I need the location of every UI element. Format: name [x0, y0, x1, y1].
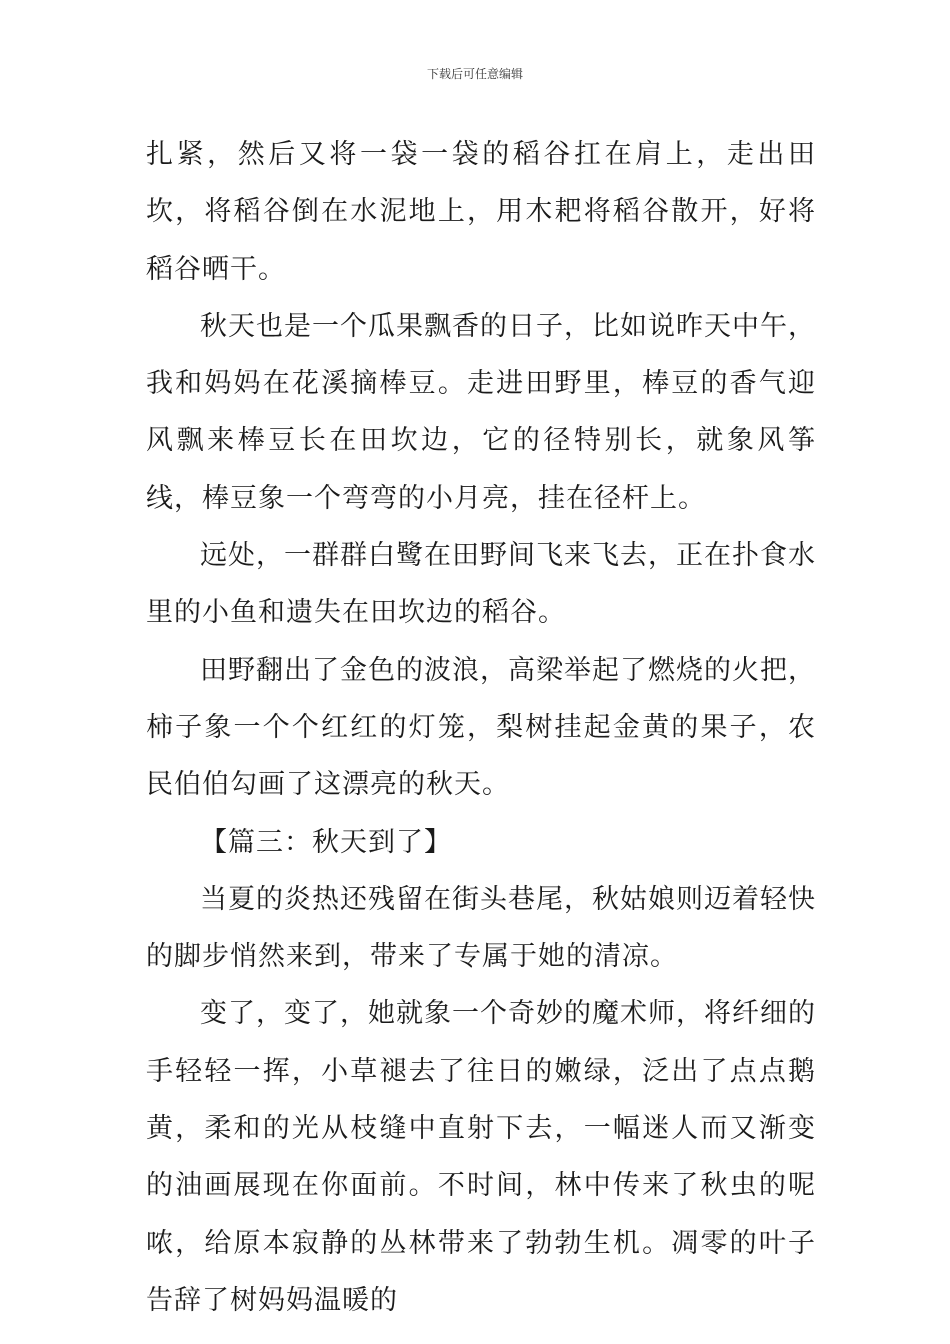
document-body	[146, 126, 816, 1329]
paragraph-3: 远处，一群群白鹭在田野间飞来飞去，正在扑食水里的小鱼和遗失在田坎边的稻谷。	[146, 540, 816, 629]
paragraph-2: 秋天也是一个瓜果飘香的日子，比如说昨天中午，我和妈妈在花溪摘棒豆。走进田野里，棒豆的香气迎风飘来棒豆长在田坎边，它的径特别长，就象风筝线，棒豆象一个弯弯的小月亮，挂在径杆上。	[146, 310, 816, 514]
page-header-note: 下载后可任意编辑	[426, 67, 523, 81]
paragraph-5: 当夏的炎热还残留在街头巷尾，秋姑娘则迈着轻快的脚步悄然来到，带来了专属于她的清凉。	[146, 883, 816, 973]
paragraph-1: 扎紧，然后又将一袋一袋的稻谷扛在肩上，走出田坎，将稻谷倒在水泥地上，用木耙将稻谷散开，好将稻谷晒干。	[146, 139, 816, 285]
paragraph-6: 变了，变了，她就象一个奇妙的魔术师，将纤细的手轻轻一挥，小草褪去了往日的嫩绿，泛出了点点鹅黄，柔和的光从枝缝中直射下去，一幅迷人而又渐变的油画展现在你面前。不时间，林中传来了秋虫的呢哝，给原本寂静的丛林带来了勃勃生机。凋零的叶子告辞了树妈妈温暖的	[146, 998, 816, 1316]
section-heading: 【篇三：秋天到了】	[200, 826, 452, 858]
paragraph-4: 田野翻出了金色的波浪，高梁举起了燃烧的火把，柿子象一个个红红的灯笼，梨树挂起金黄的果子，农民伯伯勾画了这漂亮的秋天。	[146, 654, 816, 801]
